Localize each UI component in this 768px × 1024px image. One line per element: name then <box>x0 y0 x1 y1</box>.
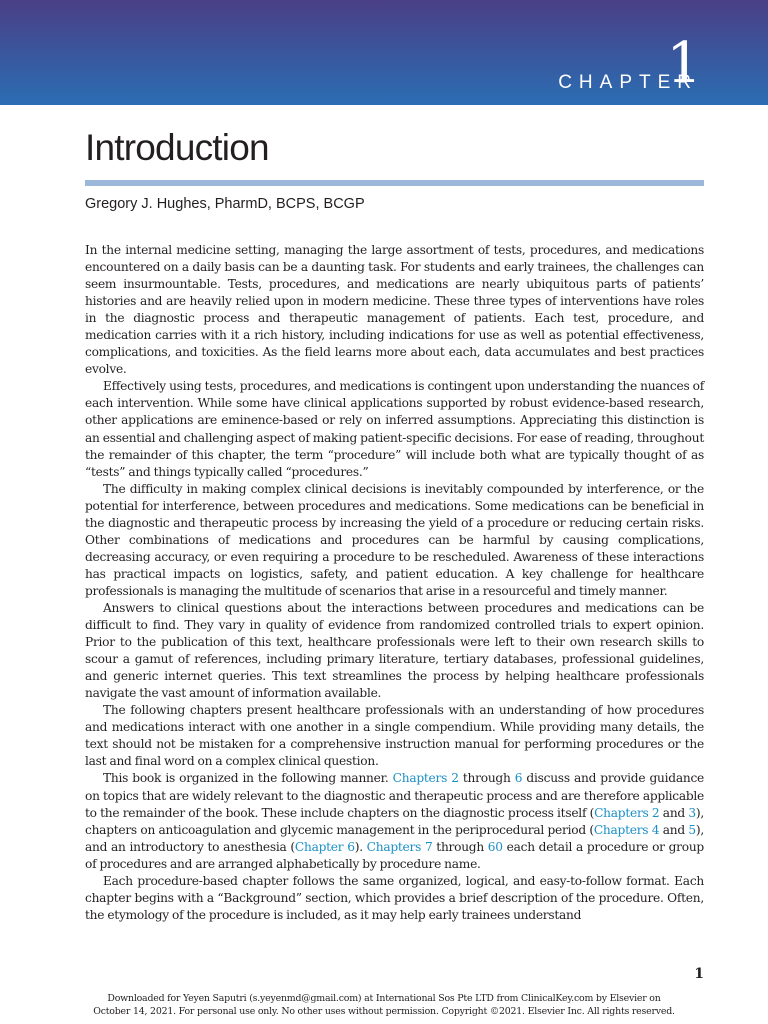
chapter-link[interactable]: Chapters 2 <box>594 805 660 820</box>
chapter-link[interactable]: 60 <box>487 839 503 854</box>
body-text <box>85 242 704 924</box>
paragraph-text: through <box>432 839 488 854</box>
chapter-link[interactable]: 3 <box>688 805 696 820</box>
chapter-number: 1 <box>666 31 702 96</box>
paragraph-text: ), chapters on anticoagulation and glycemic management in the periprocedural period ( <box>85 805 705 837</box>
footer-line-2: October 14, 2021. For personal use only. No other uses without permission. Copyright ©2021. Elsevier Inc. All rights reserved. <box>93 1005 675 1017</box>
paragraph-text: and <box>659 805 689 820</box>
footer-line-1: Downloaded for Yeyen Saputri (s.yeyenmd@gmail.com) at International Sos Pte LTD from ClinicalKey.com by Elsevier on <box>107 993 661 1004</box>
chapter-link[interactable]: 5 <box>688 822 696 837</box>
chapter-banner <box>0 0 768 105</box>
body-paragraph: The following chapters present healthcare professionals with an understanding of how procedures and medications interact with one another in a single compendium. While providing many details, the text should not be mistaken for a comprehensive instruction manual for performing procedures or the last and final word on a complex clinical question. <box>85 703 704 769</box>
body-paragraph: Answers to clinical questions about the interactions between procedures and medications can be difficult to find. They vary in quality of evidence from randomized controlled trials to expert opinion. Prior to the publication of this text, healthcare professionals were left to their own research skills to scour a gamut of references, including primary literature, tertiary databases, professional guidelines, and generic internet queries. This text streamlines the process by helping healthcare professionals navigate the vast amount of information available. <box>85 600 704 701</box>
chapter-link[interactable]: Chapter 6 <box>294 839 355 854</box>
chapter-link[interactable]: Chapters 4 <box>593 822 660 837</box>
author-line: Gregory J. Hughes, PharmD, BCPS, BCGP <box>85 196 365 212</box>
paragraph-text: ). <box>354 839 367 854</box>
paragraph-text: This book is organized in the following manner. <box>103 771 393 786</box>
body-paragraph: Each procedure-based chapter follows the same organized, logical, and easy-to-follow format. Each chapter begins with a “Background” section, which provides a brief description of the procedure. Often, the etymology of the procedure is included, as it may help early trainees understand <box>85 873 704 922</box>
chapter-link[interactable]: Chapters 2 <box>392 771 459 786</box>
paragraph-text: through <box>458 771 515 786</box>
chapter-link[interactable]: 6 <box>514 771 523 786</box>
chapter-label: CHAPTER <box>558 72 698 93</box>
body-paragraph: In the internal medicine setting, managing the large assortment of tests, procedures, and medications encountered on a daily basis can be a daunting task. For students and early trainees, the challenges can seem insurmountable. Tests, procedures, and medications are nearly ubiquitous parts of patients’ histories and are heavily relied upon in modern medicine. These three types of interventions have roles in the diagnostic process and therapeutic management of patients. Each test, procedure, and medication carries with it a rich history, including indications for use as well as potential effectiveness, complications, and toxicities. As the field learns more about each, data accumulates and best practices evolve. <box>85 243 704 377</box>
body-paragraph: Effectively using tests, procedures, and medications is contingent upon understanding the nuances of each intervention. While some have clinical applications supported by robust evidence-based research, other applications are eminence-based or rely on inferred assumptions. Appreciating this distinction is an essential and challenging aspect of making patient-specific decisions. For ease of reading, throughout the remainder of this chapter, the term “procedure” will include both what are typically thought of as “tests” and things typically called “procedures.” <box>85 379 704 479</box>
page-number: 1 <box>694 966 704 982</box>
body-paragraph: The difficulty in making complex clinical decisions is inevitably compounded by interference, or the potential for interference, between procedures and medications. Some medications can be beneficial in the diagnostic and therapeutic process by increasing the yield of a procedure or reducing certain risks. Other combinations of medications and procedures can be harmful by causing complications, decreasing accuracy, or even requiring a procedure to be rescheduled. Awareness of these interactions has practical impacts on logistics, safety, and patient education. A key challenge for healthcare professionals is managing the multitude of scenarios that arise in a resourceful and timely manner. <box>85 481 704 598</box>
chapter-link[interactable]: Chapters 7 <box>366 839 433 854</box>
chapter-title: Introduction <box>85 127 269 168</box>
title-rule <box>85 180 704 186</box>
body-paragraph <box>85 770 704 872</box>
paragraph-text: ), and an introductory to anesthesia ( <box>85 822 705 854</box>
download-footer <box>0 993 768 1018</box>
paragraph-text: each detail a procedure or group of procedures and are arranged alphabetically by procedure name. <box>85 839 704 871</box>
paragraph-text: discuss and provide guidance on topics that are widely relevant to the diagnostic and therapeutic process and are therefore applicable to the remainder of the book. These include chapters on the diagnostic process itself ( <box>85 771 704 820</box>
paragraph-text: and <box>659 822 689 837</box>
